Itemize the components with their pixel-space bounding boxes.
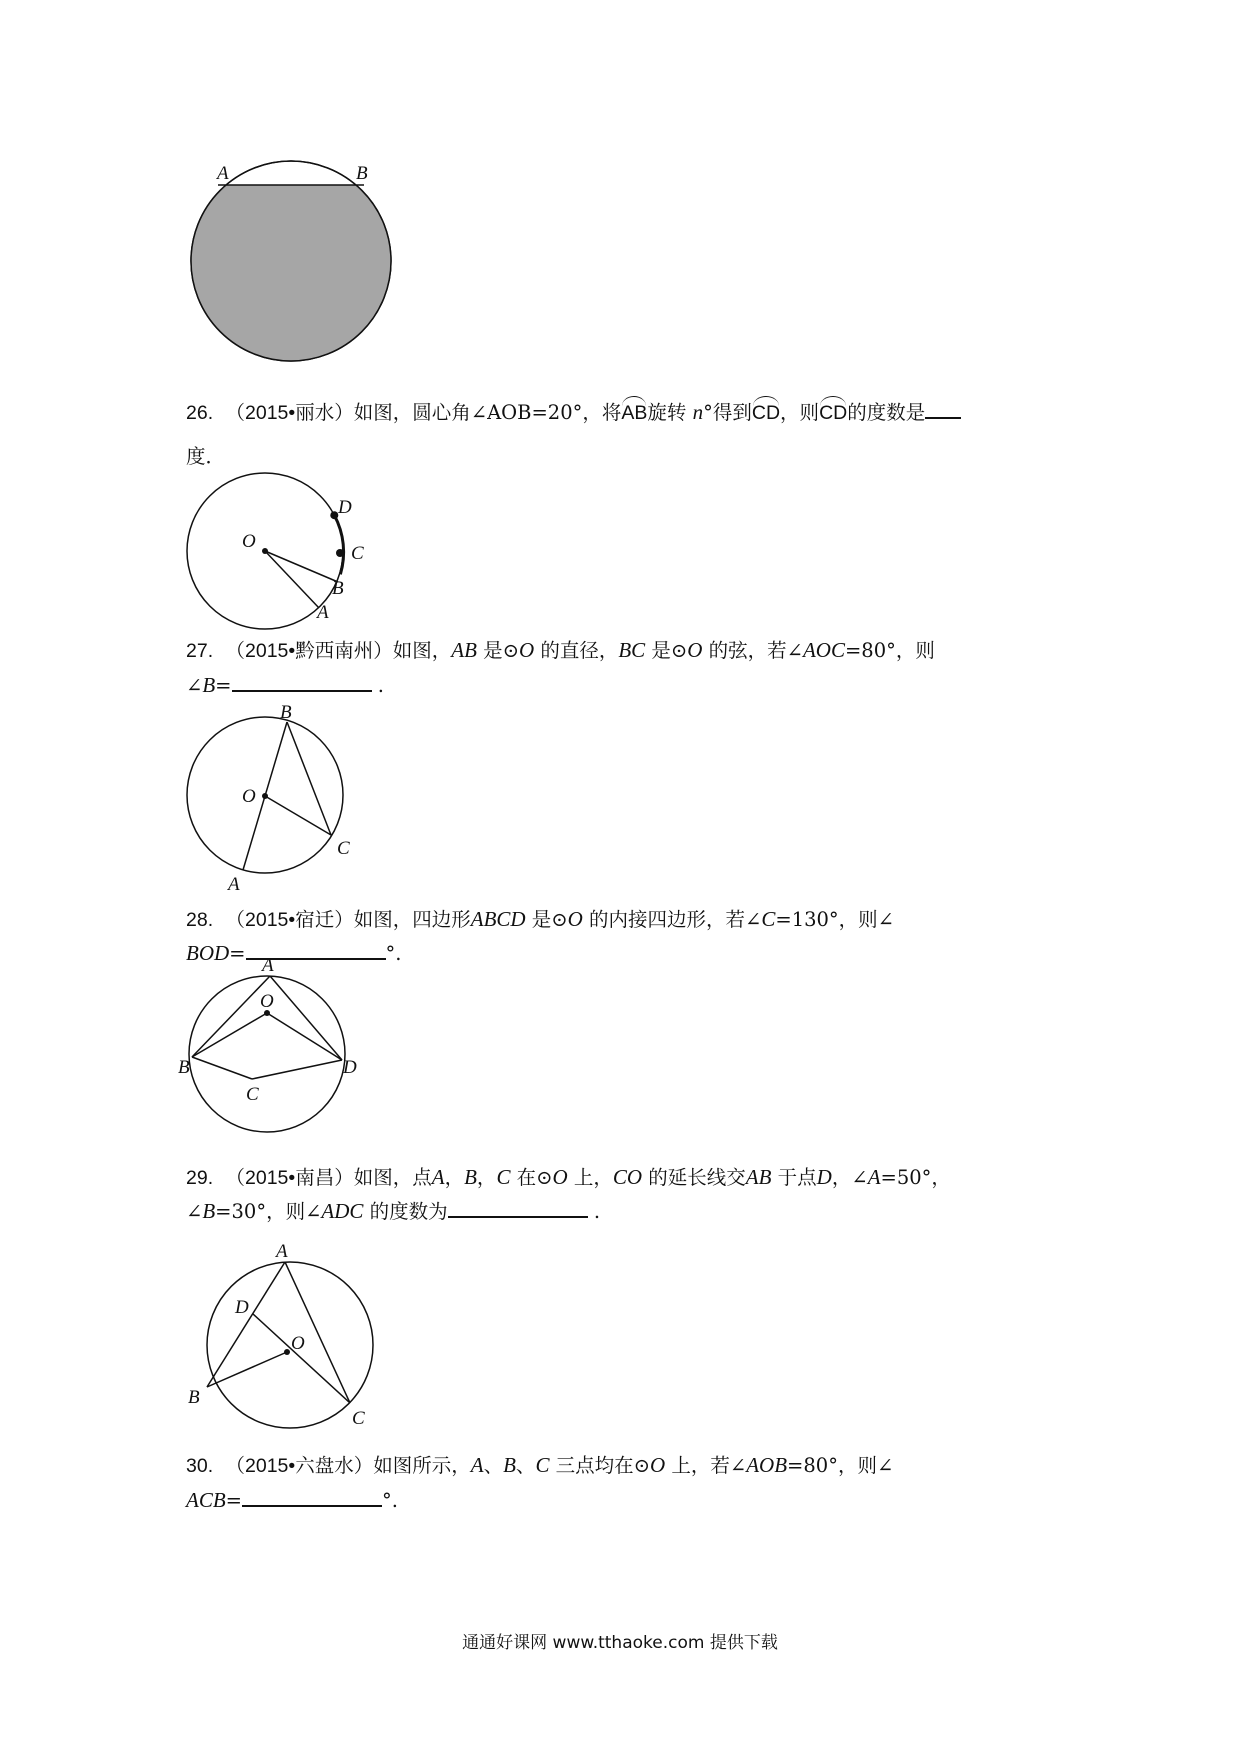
point-label-a: A: [228, 874, 240, 895]
question-29-line-1: 29. （2015•南昌）如图，点A，B，C 在⊙O 上，CO 的延长线交AB 于点D，∠A=50°，: [186, 1165, 951, 1189]
point-label-o: O: [242, 786, 256, 807]
answer-blank[interactable]: [925, 397, 961, 419]
point-label-a: A: [276, 1241, 288, 1262]
point-label-o: O: [242, 531, 256, 552]
point-label-c: C: [337, 838, 350, 859]
point-label-d: D: [338, 497, 352, 518]
figure-26: [180, 470, 380, 635]
point-label-b: B: [356, 163, 368, 184]
answer-blank[interactable]: [242, 1485, 382, 1507]
question-30-line-2: ACB= °.: [186, 1485, 398, 1515]
answer-blank[interactable]: [448, 1196, 588, 1218]
question-27-line-1: 27. （2015•黔西南州）如图，AB 是⊙O 的直径，BC 是⊙O 的弦，若∠AOC=80°，则: [186, 638, 935, 662]
question-26-line-1: 26. （2015•丽水）如图，圆心角∠AOB=20°，将AB旋转 n°得到CD，则CD的度数是: [186, 397, 961, 427]
point-label-o: O: [260, 991, 274, 1012]
point-label-d: D: [235, 1297, 249, 1318]
question-30-line-1: 30. （2015•六盘水）如图所示，A、B、C 三点均在⊙O 上，若∠AOB=80°，则∠: [186, 1453, 894, 1477]
arc-cd-2: CD: [819, 399, 847, 427]
point-label-o: O: [291, 1333, 305, 1354]
question-28-line-2: BOD= °.: [186, 938, 401, 968]
point-label-c: C: [351, 543, 364, 564]
page-footer: 通通好课网 www.tthaoke.com 提供下载: [462, 1633, 778, 1653]
question-28-line-1: 28. （2015•宿迁）如图，四边形ABCD 是⊙O 的内接四边形，若∠C=130°，则∠: [186, 907, 895, 931]
question-26-line-2: 度．: [186, 445, 226, 468]
figure-28: [178, 955, 380, 1160]
point-label-b: B: [178, 1057, 190, 1078]
figure-29: [180, 1225, 400, 1445]
arc-cd: CD: [752, 399, 780, 427]
point-label-b: B: [188, 1387, 200, 1408]
question-29-line-2: ∠B=30°，则∠ADC 的度数为 .: [186, 1196, 600, 1226]
answer-blank[interactable]: [232, 670, 372, 692]
point-label-a: A: [217, 163, 229, 184]
point-label-c: C: [352, 1408, 365, 1429]
figure-27: [180, 700, 380, 900]
arc-ab: AB: [621, 399, 647, 427]
point-label-b: B: [332, 578, 344, 599]
question-27-line-2: ∠B= .: [186, 670, 384, 700]
point-label-d: D: [343, 1057, 357, 1078]
figure-shaded-circle: [180, 150, 410, 380]
point-label-a: A: [317, 602, 329, 623]
point-label-a: A: [262, 955, 274, 976]
point-label-b: B: [280, 702, 292, 723]
point-label-c: C: [246, 1084, 259, 1105]
